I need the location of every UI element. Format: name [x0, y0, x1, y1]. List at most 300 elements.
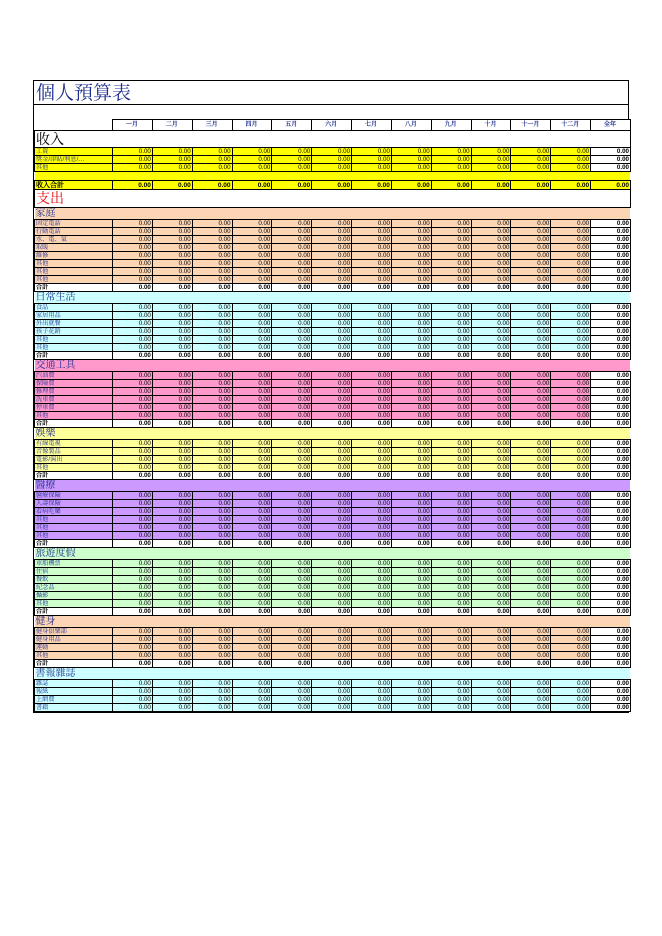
month-value-cell[interactable]: 0.00: [113, 336, 153, 344]
month-value-cell[interactable]: 0.00: [192, 148, 232, 156]
row-label[interactable]: 車船機票: [35, 560, 113, 568]
month-value-cell[interactable]: 0.00: [312, 688, 352, 696]
month-value-cell[interactable]: 0.00: [471, 524, 511, 532]
month-value-cell[interactable]: 0.00: [152, 560, 192, 568]
month-value-cell[interactable]: 0.00: [272, 228, 312, 236]
row-label[interactable]: 其他: [35, 532, 113, 540]
month-value-cell[interactable]: 0.00: [551, 500, 591, 508]
month-value-cell[interactable]: 0.00: [511, 284, 551, 292]
month-value-cell[interactable]: 0.00: [551, 372, 591, 380]
month-value-cell[interactable]: 0.00: [312, 600, 352, 608]
month-value-cell[interactable]: 0.00: [232, 336, 272, 344]
month-value-cell[interactable]: 0.00: [113, 372, 153, 380]
month-value-cell[interactable]: 0.00: [471, 576, 511, 584]
month-value-cell[interactable]: 0.00: [192, 568, 232, 576]
month-value-cell[interactable]: 0.00: [152, 500, 192, 508]
month-value-cell[interactable]: 0.00: [232, 388, 272, 396]
month-value-cell[interactable]: 0.00: [312, 660, 352, 668]
row-label[interactable]: 工資: [35, 148, 113, 156]
month-value-cell[interactable]: 0.00: [232, 148, 272, 156]
month-value-cell[interactable]: 0.00: [272, 576, 312, 584]
month-value-cell[interactable]: 0.00: [511, 380, 551, 388]
month-value-cell[interactable]: 0.00: [471, 220, 511, 228]
month-value-cell[interactable]: 0.00: [312, 508, 352, 516]
month-value-cell[interactable]: 0.00: [113, 220, 153, 228]
month-value-cell[interactable]: 0.00: [391, 320, 431, 328]
month-value-cell[interactable]: 0.00: [551, 268, 591, 276]
month-value-cell[interactable]: 0.00: [192, 328, 232, 336]
month-value-cell[interactable]: 0.00: [551, 220, 591, 228]
month-value-cell[interactable]: 0.00: [192, 508, 232, 516]
month-value-cell[interactable]: 0.00: [431, 164, 471, 172]
month-value-cell[interactable]: 0.00: [192, 560, 232, 568]
month-value-cell[interactable]: 0.00: [431, 156, 471, 164]
month-value-cell[interactable]: 0.00: [431, 312, 471, 320]
year-total-cell[interactable]: 0.00: [591, 148, 631, 156]
year-total-cell[interactable]: 0.00: [591, 284, 631, 292]
month-value-cell[interactable]: 0.00: [232, 164, 272, 172]
month-value-cell[interactable]: 0.00: [232, 220, 272, 228]
year-total-cell[interactable]: 0.00: [591, 252, 631, 260]
month-value-cell[interactable]: 0.00: [152, 448, 192, 456]
month-value-cell[interactable]: 0.00: [471, 352, 511, 360]
month-value-cell[interactable]: 0.00: [312, 156, 352, 164]
row-label[interactable]: 其他: [35, 164, 113, 172]
row-label[interactable]: 合計: [35, 472, 113, 480]
month-value-cell[interactable]: 0.00: [272, 148, 312, 156]
month-value-cell[interactable]: 0.00: [431, 500, 471, 508]
month-value-cell[interactable]: 0.00: [152, 456, 192, 464]
month-value-cell[interactable]: 0.00: [551, 228, 591, 236]
row-label[interactable]: 其他: [35, 276, 113, 284]
month-value-cell[interactable]: 0.00: [551, 680, 591, 688]
month-value-cell[interactable]: 0.00: [431, 644, 471, 652]
month-value-cell[interactable]: 0.00: [312, 164, 352, 172]
month-value-cell[interactable]: 0.00: [113, 276, 153, 284]
month-value-cell[interactable]: 0.00: [113, 181, 153, 190]
month-value-cell[interactable]: 0.00: [352, 344, 392, 352]
month-value-cell[interactable]: 0.00: [551, 380, 591, 388]
month-value-cell[interactable]: 0.00: [312, 524, 352, 532]
month-value-cell[interactable]: 0.00: [312, 540, 352, 548]
month-value-cell[interactable]: 0.00: [272, 636, 312, 644]
month-value-cell[interactable]: 0.00: [431, 652, 471, 660]
month-value-cell[interactable]: 0.00: [431, 244, 471, 252]
month-value-cell[interactable]: 0.00: [152, 600, 192, 608]
month-value-cell[interactable]: 0.00: [352, 276, 392, 284]
month-value-cell[interactable]: 0.00: [511, 584, 551, 592]
month-value-cell[interactable]: 0.00: [192, 380, 232, 388]
row-label[interactable]: 行動電話: [35, 228, 113, 236]
month-value-cell[interactable]: 0.00: [113, 464, 153, 472]
month-value-cell[interactable]: 0.00: [113, 312, 153, 320]
month-value-cell[interactable]: 0.00: [391, 244, 431, 252]
year-total-cell[interactable]: 0.00: [591, 660, 631, 668]
month-value-cell[interactable]: 0.00: [192, 628, 232, 636]
month-value-cell[interactable]: 0.00: [192, 456, 232, 464]
month-value-cell[interactable]: 0.00: [312, 636, 352, 644]
year-total-cell[interactable]: 0.00: [591, 420, 631, 428]
month-value-cell[interactable]: 0.00: [272, 388, 312, 396]
month-value-cell[interactable]: 0.00: [431, 688, 471, 696]
year-total-cell[interactable]: 0.00: [591, 568, 631, 576]
month-value-cell[interactable]: 0.00: [113, 492, 153, 500]
month-value-cell[interactable]: 0.00: [272, 396, 312, 404]
month-value-cell[interactable]: 0.00: [312, 516, 352, 524]
month-value-cell[interactable]: 0.00: [511, 508, 551, 516]
month-value-cell[interactable]: 0.00: [511, 148, 551, 156]
month-value-cell[interactable]: 0.00: [471, 508, 511, 516]
month-value-cell[interactable]: 0.00: [192, 660, 232, 668]
month-value-cell[interactable]: 0.00: [192, 244, 232, 252]
month-value-cell[interactable]: 0.00: [152, 312, 192, 320]
month-value-cell[interactable]: 0.00: [352, 568, 392, 576]
year-total-cell[interactable]: 0.00: [591, 156, 631, 164]
month-value-cell[interactable]: 0.00: [391, 560, 431, 568]
month-value-cell[interactable]: 0.00: [113, 260, 153, 268]
row-label[interactable]: 洗車費: [35, 396, 113, 404]
month-value-cell[interactable]: 0.00: [511, 396, 551, 404]
month-value-cell[interactable]: 0.00: [272, 524, 312, 532]
year-total-cell[interactable]: 0.00: [591, 244, 631, 252]
month-value-cell[interactable]: 0.00: [511, 156, 551, 164]
month-value-cell[interactable]: 0.00: [113, 516, 153, 524]
month-value-cell[interactable]: 0.00: [391, 696, 431, 704]
month-value-cell[interactable]: 0.00: [312, 456, 352, 464]
month-value-cell[interactable]: 0.00: [471, 344, 511, 352]
month-value-cell[interactable]: 0.00: [192, 680, 232, 688]
month-value-cell[interactable]: 0.00: [272, 420, 312, 428]
month-value-cell[interactable]: 0.00: [471, 156, 511, 164]
month-value-cell[interactable]: 0.00: [312, 228, 352, 236]
month-value-cell[interactable]: 0.00: [471, 268, 511, 276]
row-label[interactable]: 紀念品: [35, 584, 113, 592]
month-value-cell[interactable]: 0.00: [511, 464, 551, 472]
month-value-cell[interactable]: 0.00: [152, 680, 192, 688]
month-value-cell[interactable]: 0.00: [113, 252, 153, 260]
year-total-cell[interactable]: 0.00: [591, 228, 631, 236]
month-value-cell[interactable]: 0.00: [511, 372, 551, 380]
month-value-cell[interactable]: 0.00: [391, 404, 431, 412]
month-value-cell[interactable]: 0.00: [232, 456, 272, 464]
month-value-cell[interactable]: 0.00: [192, 644, 232, 652]
month-value-cell[interactable]: 0.00: [471, 440, 511, 448]
month-value-cell[interactable]: 0.00: [391, 380, 431, 388]
month-value-cell[interactable]: 0.00: [272, 276, 312, 284]
year-total-cell[interactable]: 0.00: [591, 532, 631, 540]
month-value-cell[interactable]: 0.00: [471, 688, 511, 696]
month-value-cell[interactable]: 0.00: [471, 704, 511, 712]
month-value-cell[interactable]: 0.00: [113, 696, 153, 704]
month-value-cell[interactable]: 0.00: [192, 276, 232, 284]
year-total-cell[interactable]: 0.00: [591, 540, 631, 548]
month-value-cell[interactable]: 0.00: [471, 404, 511, 412]
month-value-cell[interactable]: 0.00: [152, 388, 192, 396]
month-value-cell[interactable]: 0.00: [232, 652, 272, 660]
month-value-cell[interactable]: 0.00: [431, 584, 471, 592]
month-value-cell[interactable]: 0.00: [232, 576, 272, 584]
month-value-cell[interactable]: 0.00: [511, 404, 551, 412]
month-value-cell[interactable]: 0.00: [152, 696, 192, 704]
month-value-cell[interactable]: 0.00: [352, 268, 392, 276]
month-value-cell[interactable]: 0.00: [352, 592, 392, 600]
month-value-cell[interactable]: 0.00: [272, 220, 312, 228]
row-label[interactable]: 上網費: [35, 696, 113, 704]
year-total-cell[interactable]: 0.00: [591, 380, 631, 388]
month-value-cell[interactable]: 0.00: [431, 420, 471, 428]
month-value-cell[interactable]: 0.00: [312, 148, 352, 156]
month-value-cell[interactable]: 0.00: [511, 652, 551, 660]
month-value-cell[interactable]: 0.00: [551, 352, 591, 360]
month-value-cell[interactable]: 0.00: [431, 568, 471, 576]
month-value-cell[interactable]: 0.00: [431, 600, 471, 608]
year-total-cell[interactable]: 0.00: [591, 680, 631, 688]
month-value-cell[interactable]: 0.00: [391, 276, 431, 284]
month-value-cell[interactable]: 0.00: [232, 260, 272, 268]
month-value-cell[interactable]: 0.00: [431, 440, 471, 448]
month-value-cell[interactable]: 0.00: [352, 352, 392, 360]
month-value-cell[interactable]: 0.00: [511, 181, 551, 190]
month-value-cell[interactable]: 0.00: [272, 516, 312, 524]
month-value-cell[interactable]: 0.00: [551, 344, 591, 352]
month-value-cell[interactable]: 0.00: [113, 660, 153, 668]
row-label[interactable]: 獎金/津貼/利息/…: [35, 156, 113, 164]
month-value-cell[interactable]: 0.00: [551, 600, 591, 608]
month-value-cell[interactable]: 0.00: [551, 696, 591, 704]
month-value-cell[interactable]: 0.00: [471, 336, 511, 344]
month-value-cell[interactable]: 0.00: [152, 252, 192, 260]
month-value-cell[interactable]: 0.00: [312, 220, 352, 228]
month-value-cell[interactable]: 0.00: [551, 312, 591, 320]
month-value-cell[interactable]: 0.00: [431, 268, 471, 276]
row-label[interactable]: 餐飲: [35, 576, 113, 584]
month-value-cell[interactable]: 0.00: [312, 380, 352, 388]
month-value-cell[interactable]: 0.00: [431, 396, 471, 404]
month-value-cell[interactable]: 0.00: [232, 560, 272, 568]
month-value-cell[interactable]: 0.00: [272, 560, 312, 568]
year-total-cell[interactable]: 0.00: [591, 456, 631, 464]
month-value-cell[interactable]: 0.00: [551, 404, 591, 412]
month-value-cell[interactable]: 0.00: [272, 628, 312, 636]
row-label[interactable]: 固定電話: [35, 220, 113, 228]
year-total-cell[interactable]: 0.00: [591, 268, 631, 276]
month-value-cell[interactable]: 0.00: [152, 524, 192, 532]
month-value-cell[interactable]: 0.00: [471, 388, 511, 396]
month-value-cell[interactable]: 0.00: [232, 344, 272, 352]
month-value-cell[interactable]: 0.00: [113, 456, 153, 464]
month-value-cell[interactable]: 0.00: [192, 688, 232, 696]
row-label[interactable]: 合計: [35, 284, 113, 292]
month-value-cell[interactable]: 0.00: [152, 412, 192, 420]
month-value-cell[interactable]: 0.00: [232, 608, 272, 616]
month-value-cell[interactable]: 0.00: [471, 328, 511, 336]
month-value-cell[interactable]: 0.00: [352, 156, 392, 164]
row-label[interactable]: 書籍: [35, 704, 113, 712]
month-value-cell[interactable]: 0.00: [352, 500, 392, 508]
year-total-cell[interactable]: 0.00: [591, 508, 631, 516]
month-value-cell[interactable]: 0.00: [511, 412, 551, 420]
month-value-cell[interactable]: 0.00: [192, 516, 232, 524]
month-value-cell[interactable]: 0.00: [152, 148, 192, 156]
row-label[interactable]: 合計: [35, 660, 113, 668]
month-value-cell[interactable]: 0.00: [192, 284, 232, 292]
month-value-cell[interactable]: 0.00: [232, 644, 272, 652]
month-value-cell[interactable]: 0.00: [232, 688, 272, 696]
month-value-cell[interactable]: 0.00: [192, 336, 232, 344]
month-value-cell[interactable]: 0.00: [511, 540, 551, 548]
month-value-cell[interactable]: 0.00: [113, 568, 153, 576]
year-total-cell[interactable]: 0.00: [591, 688, 631, 696]
month-value-cell[interactable]: 0.00: [152, 420, 192, 428]
month-value-cell[interactable]: 0.00: [511, 500, 551, 508]
month-value-cell[interactable]: 0.00: [352, 584, 392, 592]
row-label[interactable]: 水、電、氣: [35, 236, 113, 244]
month-value-cell[interactable]: 0.00: [272, 312, 312, 320]
month-value-cell[interactable]: 0.00: [113, 156, 153, 164]
month-value-cell[interactable]: 0.00: [272, 448, 312, 456]
month-value-cell[interactable]: 0.00: [352, 576, 392, 584]
month-value-cell[interactable]: 0.00: [431, 304, 471, 312]
month-value-cell[interactable]: 0.00: [232, 420, 272, 428]
month-value-cell[interactable]: 0.00: [352, 396, 392, 404]
month-value-cell[interactable]: 0.00: [232, 696, 272, 704]
month-value-cell[interactable]: 0.00: [431, 680, 471, 688]
month-value-cell[interactable]: 0.00: [551, 660, 591, 668]
month-value-cell[interactable]: 0.00: [431, 532, 471, 540]
month-value-cell[interactable]: 0.00: [113, 404, 153, 412]
month-value-cell[interactable]: 0.00: [431, 608, 471, 616]
row-label[interactable]: 食品: [35, 304, 113, 312]
month-value-cell[interactable]: 0.00: [471, 372, 511, 380]
month-value-cell[interactable]: 0.00: [272, 304, 312, 312]
month-value-cell[interactable]: 0.00: [312, 680, 352, 688]
month-value-cell[interactable]: 0.00: [312, 628, 352, 636]
month-value-cell[interactable]: 0.00: [152, 440, 192, 448]
month-value-cell[interactable]: 0.00: [232, 516, 272, 524]
month-value-cell[interactable]: 0.00: [232, 492, 272, 500]
month-value-cell[interactable]: 0.00: [551, 608, 591, 616]
month-value-cell[interactable]: 0.00: [352, 516, 392, 524]
month-value-cell[interactable]: 0.00: [391, 164, 431, 172]
month-value-cell[interactable]: 0.00: [431, 516, 471, 524]
year-total-cell[interactable]: 0.00: [591, 388, 631, 396]
month-value-cell[interactable]: 0.00: [511, 440, 551, 448]
month-value-cell[interactable]: 0.00: [511, 352, 551, 360]
row-label[interactable]: 其他: [35, 464, 113, 472]
month-value-cell[interactable]: 0.00: [232, 181, 272, 190]
month-value-cell[interactable]: 0.00: [352, 220, 392, 228]
month-value-cell[interactable]: 0.00: [391, 148, 431, 156]
month-value-cell[interactable]: 0.00: [312, 420, 352, 428]
month-value-cell[interactable]: 0.00: [272, 328, 312, 336]
month-value-cell[interactable]: 0.00: [113, 472, 153, 480]
year-total-cell[interactable]: 0.00: [591, 164, 631, 172]
month-value-cell[interactable]: 0.00: [272, 608, 312, 616]
month-value-cell[interactable]: 0.00: [471, 652, 511, 660]
row-label[interactable]: 運動: [35, 644, 113, 652]
month-value-cell[interactable]: 0.00: [272, 440, 312, 448]
month-value-cell[interactable]: 0.00: [152, 608, 192, 616]
row-label[interactable]: 家居用品: [35, 312, 113, 320]
month-value-cell[interactable]: 0.00: [352, 600, 392, 608]
month-value-cell[interactable]: 0.00: [312, 236, 352, 244]
month-value-cell[interactable]: 0.00: [192, 312, 232, 320]
month-value-cell[interactable]: 0.00: [551, 164, 591, 172]
month-value-cell[interactable]: 0.00: [232, 236, 272, 244]
month-value-cell[interactable]: 0.00: [272, 164, 312, 172]
month-value-cell[interactable]: 0.00: [471, 464, 511, 472]
month-value-cell[interactable]: 0.00: [511, 628, 551, 636]
month-value-cell[interactable]: 0.00: [152, 652, 192, 660]
month-value-cell[interactable]: 0.00: [312, 320, 352, 328]
month-value-cell[interactable]: 0.00: [511, 636, 551, 644]
month-value-cell[interactable]: 0.00: [391, 260, 431, 268]
month-value-cell[interactable]: 0.00: [551, 584, 591, 592]
month-value-cell[interactable]: 0.00: [352, 560, 392, 568]
month-value-cell[interactable]: 0.00: [272, 404, 312, 412]
month-value-cell[interactable]: 0.00: [352, 328, 392, 336]
month-value-cell[interactable]: 0.00: [152, 628, 192, 636]
month-value-cell[interactable]: 0.00: [192, 472, 232, 480]
month-value-cell[interactable]: 0.00: [391, 660, 431, 668]
month-value-cell[interactable]: 0.00: [431, 228, 471, 236]
year-total-cell[interactable]: 0.00: [591, 236, 631, 244]
row-label[interactable]: 收入合計: [35, 181, 113, 190]
month-value-cell[interactable]: 0.00: [391, 396, 431, 404]
month-value-cell[interactable]: 0.00: [113, 524, 153, 532]
month-value-cell[interactable]: 0.00: [192, 164, 232, 172]
month-value-cell[interactable]: 0.00: [471, 276, 511, 284]
month-value-cell[interactable]: 0.00: [551, 508, 591, 516]
month-value-cell[interactable]: 0.00: [431, 276, 471, 284]
month-value-cell[interactable]: 0.00: [152, 464, 192, 472]
month-value-cell[interactable]: 0.00: [192, 181, 232, 190]
month-value-cell[interactable]: 0.00: [551, 388, 591, 396]
month-value-cell[interactable]: 0.00: [391, 568, 431, 576]
month-value-cell[interactable]: 0.00: [113, 508, 153, 516]
month-value-cell[interactable]: 0.00: [352, 696, 392, 704]
month-value-cell[interactable]: 0.00: [431, 636, 471, 644]
month-value-cell[interactable]: 0.00: [352, 608, 392, 616]
month-value-cell[interactable]: 0.00: [431, 344, 471, 352]
month-value-cell[interactable]: 0.00: [471, 260, 511, 268]
month-value-cell[interactable]: 0.00: [471, 456, 511, 464]
month-value-cell[interactable]: 0.00: [471, 236, 511, 244]
month-value-cell[interactable]: 0.00: [312, 560, 352, 568]
month-value-cell[interactable]: 0.00: [511, 660, 551, 668]
year-total-cell[interactable]: 0.00: [591, 312, 631, 320]
year-total-cell[interactable]: 0.00: [591, 412, 631, 420]
month-value-cell[interactable]: 0.00: [431, 336, 471, 344]
month-value-cell[interactable]: 0.00: [232, 508, 272, 516]
month-value-cell[interactable]: 0.00: [192, 500, 232, 508]
month-value-cell[interactable]: 0.00: [551, 688, 591, 696]
month-value-cell[interactable]: 0.00: [511, 220, 551, 228]
month-value-cell[interactable]: 0.00: [192, 584, 232, 592]
row-label[interactable]: 住宿: [35, 568, 113, 576]
month-value-cell[interactable]: 0.00: [551, 628, 591, 636]
month-value-cell[interactable]: 0.00: [152, 181, 192, 190]
month-value-cell[interactable]: 0.00: [272, 680, 312, 688]
month-value-cell[interactable]: 0.00: [391, 600, 431, 608]
month-value-cell[interactable]: 0.00: [312, 352, 352, 360]
month-value-cell[interactable]: 0.00: [232, 464, 272, 472]
month-value-cell[interactable]: 0.00: [192, 492, 232, 500]
month-value-cell[interactable]: 0.00: [551, 532, 591, 540]
month-value-cell[interactable]: 0.00: [391, 464, 431, 472]
month-value-cell[interactable]: 0.00: [391, 652, 431, 660]
month-value-cell[interactable]: 0.00: [113, 644, 153, 652]
